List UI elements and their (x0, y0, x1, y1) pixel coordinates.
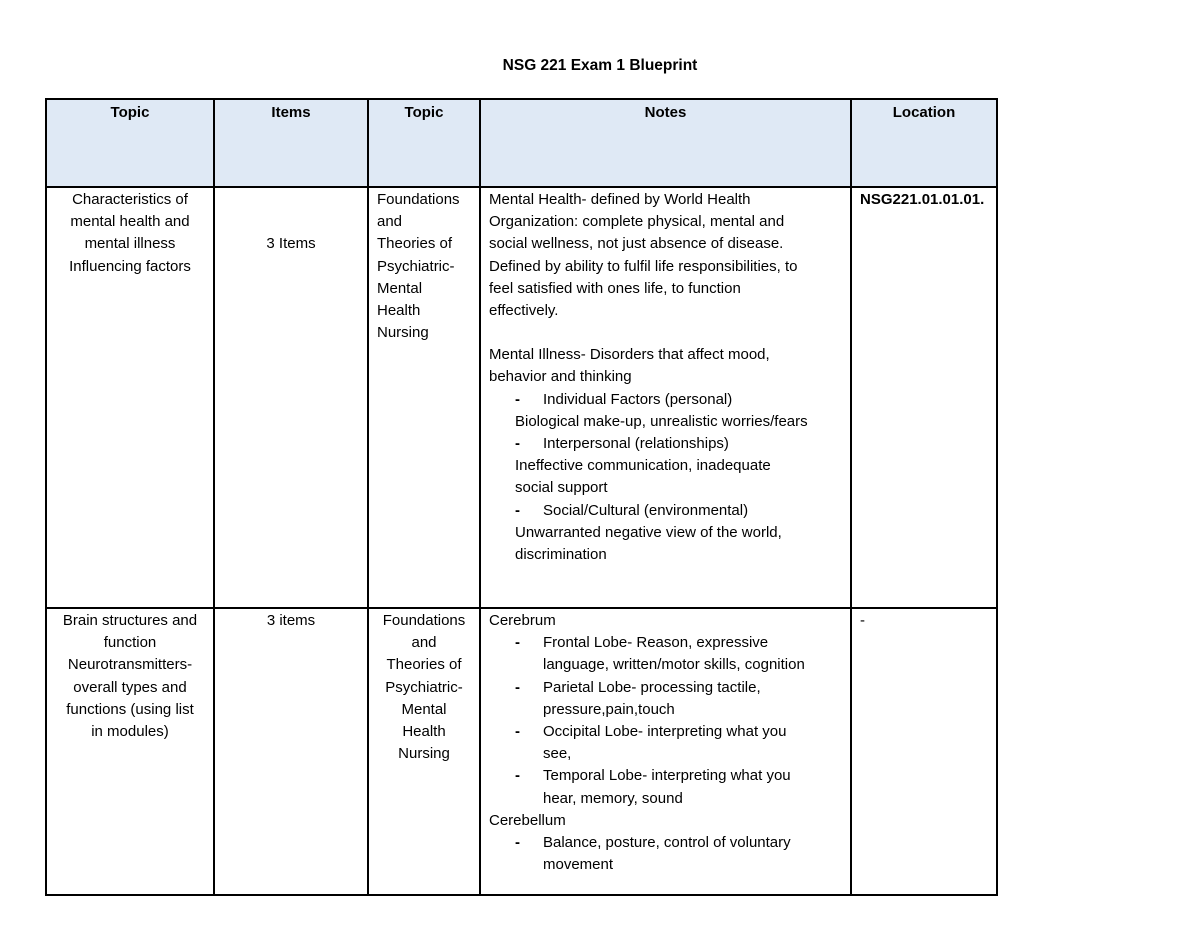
bullet-text: Balance, posture, control of voluntary (543, 834, 791, 852)
bullet-item (489, 433, 842, 455)
notes-cell (480, 187, 851, 608)
topic2-line: Mental (377, 279, 423, 297)
bullet-text: Social/Cultural (environmental) (543, 501, 749, 519)
table-header-row (46, 99, 997, 187)
topic2-line: Nursing (377, 324, 429, 342)
dash-marker: - (515, 723, 520, 741)
bullet-text: pressure,pain,touch (543, 700, 675, 718)
blueprint-table (45, 98, 998, 896)
topic-line: Characteristics of (72, 191, 188, 208)
dash-marker: - (515, 834, 520, 852)
topic-line: function (103, 634, 157, 652)
notes-line: Mental Health- defined by World Health (489, 191, 751, 208)
bullet-text: language, written/motor skills, cognition (543, 656, 805, 674)
topic2-line: Health (402, 723, 446, 741)
topic-line: mental illness (84, 235, 176, 253)
topic2-line: Foundations (382, 612, 466, 629)
header-notes: Notes (480, 99, 851, 187)
notes-line: Mental Illness- Disorders that affect mood, (489, 346, 770, 364)
topic2-line: Health (377, 302, 421, 320)
topic-line: mental health and (70, 213, 190, 231)
location-cell: - (851, 608, 997, 895)
topic2-line: Nursing (398, 745, 450, 763)
notes-heading: Cerebellum (489, 811, 566, 829)
dash-marker: - (515, 767, 520, 785)
bullet-item (489, 832, 842, 876)
sub-line: discrimination (515, 546, 607, 564)
bullet-text: movement (543, 856, 614, 874)
bullet-item (489, 632, 842, 676)
topic2-line: Theories of (386, 656, 462, 674)
sub-line: Unwarranted negative view of the world, (515, 523, 782, 541)
topic2-line: Psychiatric- (385, 678, 463, 696)
dash-marker: - (515, 390, 520, 408)
bullet-item (489, 721, 842, 765)
paragraph-gap (489, 322, 842, 344)
bullet-item (489, 765, 842, 809)
bullet-text: see, (543, 745, 572, 763)
header-location: Location (851, 99, 997, 187)
topic-cell (46, 187, 214, 608)
notes-heading: Cerebrum (489, 612, 556, 629)
dash-marker: - (515, 634, 520, 652)
topic-cell (46, 608, 214, 895)
topic2-line: and (377, 213, 403, 231)
topic2-line: Theories of (377, 235, 453, 253)
topic2-line: Mental (401, 700, 447, 718)
bullet-text: Individual Factors (personal) (543, 390, 733, 408)
header-topic: Topic (46, 99, 214, 187)
items-cell: 3 items (214, 608, 368, 895)
topic-line: Neurotransmitters- (67, 656, 193, 674)
bullet-text: Parietal Lobe- processing tactile, (543, 678, 761, 696)
header-items: Items (214, 99, 368, 187)
header-topic-2: Topic (368, 99, 480, 187)
sub-line: Biological make-up, unrealistic worries/fears (515, 412, 808, 430)
topic-line: overall types and (73, 678, 187, 696)
bullet-item (489, 500, 842, 522)
topic2-line: Foundations (377, 191, 460, 208)
notes-line: social wellness, not just absence of disease. (489, 235, 784, 253)
items-cell: 3 Items (214, 187, 368, 608)
bullet-item (489, 389, 842, 411)
topic2-line: Psychiatric- (377, 257, 455, 275)
topic2-cell (368, 608, 480, 895)
table-row (46, 187, 997, 608)
bullet-text: Temporal Lobe- interpreting what you (543, 767, 791, 785)
topic-line: functions (using list (66, 700, 194, 718)
bullet-text: Occipital Lobe- interpreting what you (543, 723, 787, 741)
topic2-cell (368, 187, 480, 608)
topic-line: in modules) (91, 723, 169, 741)
bullet-item (489, 677, 842, 721)
page-title: NSG 221 Exam 1 Blueprint (502, 57, 698, 74)
notes-cell (480, 608, 851, 895)
dash-marker: - (515, 435, 520, 453)
bullet-text: Frontal Lobe- Reason, expressive (543, 634, 769, 652)
topic-line: Brain structures and (62, 612, 198, 629)
table-row (46, 608, 997, 895)
notes-line: Organization: complete physical, mental and (489, 213, 785, 231)
topic-line: Influencing factors (69, 257, 191, 275)
sub-line: Ineffective communication, inadequate (515, 457, 771, 475)
topic2-line: and (411, 634, 437, 652)
notes-line: Defined by ability to fulfil life responsibilities, to (489, 257, 798, 275)
dash-marker: - (515, 678, 520, 696)
notes-line: feel satisfied with ones life, to function (489, 279, 741, 297)
location-cell: NSG221.01.01.01. (851, 187, 997, 608)
dash-marker: - (515, 501, 520, 519)
bullet-text: hear, memory, sound (543, 789, 683, 807)
bullet-text: Interpersonal (relationships) (543, 435, 729, 453)
sub-line: social support (515, 479, 608, 497)
notes-line: effectively. (489, 302, 559, 320)
notes-line: behavior and thinking (489, 368, 632, 386)
